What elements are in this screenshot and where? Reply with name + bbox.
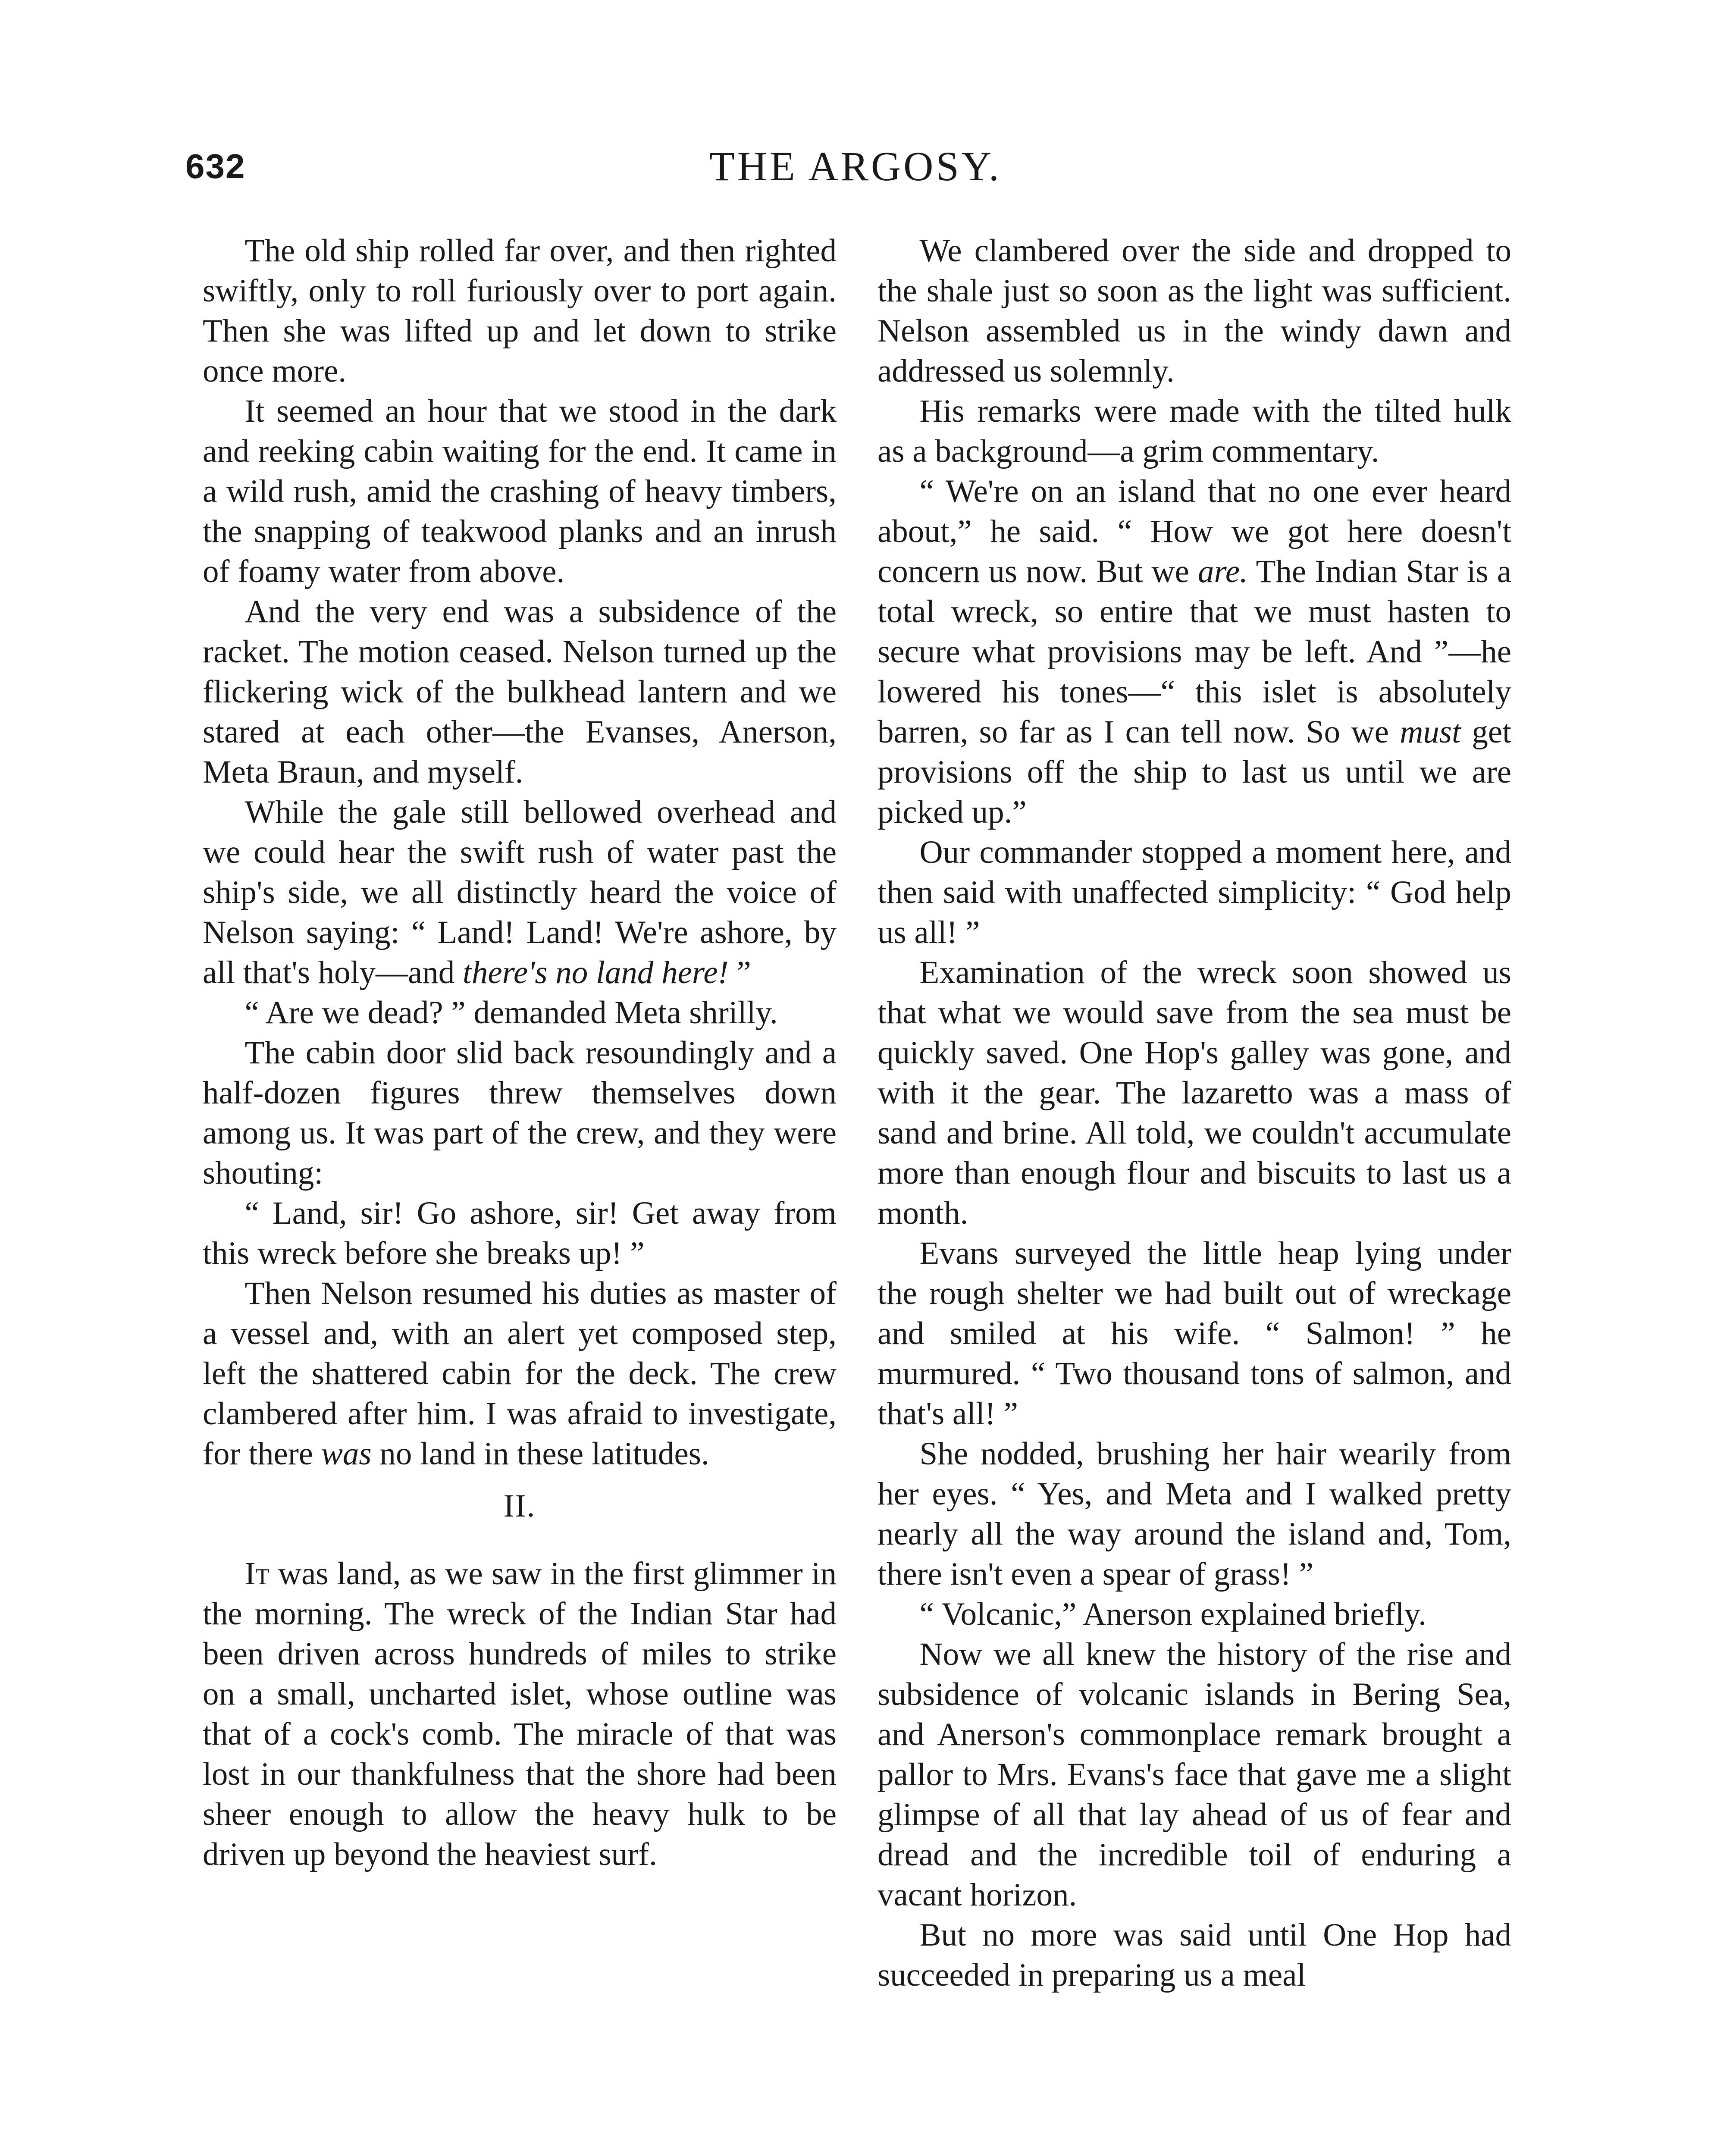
paragraph-text: “ We're on an island that no one ever heard about,” he said. “ How we got here doesn't concern us now. But we (877, 473, 1511, 589)
paragraph: The cabin door slid back resoundingly and a half-dozen figures threw themselves down among us. It was part of the crew, and they were shouting: (203, 1035, 837, 1191)
left-column (203, 231, 837, 1874)
paragraph: The old ship rolled far over, and then righted swiftly, only to roll furiously over to port again. Then she was lifted up and let down to strike once more. (203, 233, 837, 389)
paragraph (203, 1273, 837, 1474)
right-column (877, 231, 1511, 1995)
paragraph (203, 1554, 837, 1874)
paragraph: “ Are we dead? ” demanded Meta shrilly. (244, 995, 778, 1031)
italic-text: must (1400, 714, 1461, 750)
italic-text: there's no land here! (463, 955, 729, 990)
italic-text: are. (1197, 554, 1248, 589)
paragraph-text: The Indian Star is a total wreck, so entire that we must hasten to secure what provisions may be left. And ”—he lowered his tones—“ this islet is absolutely barren, so far as I can tell now. So we (877, 554, 1511, 750)
paragraph: Evans surveyed the little heap lying under the rough shelter we had built out of wreckage and smiled at his wife. “ Salmon! ” he murmured. “ Two thousand tons of salmon, and that's all! ” (877, 1235, 1511, 1432)
page-header (164, 142, 1547, 194)
paragraph: Our commander stopped a moment here, and then said with unaffected simplicity: “ God help us all! ” (877, 834, 1511, 950)
paragraph: We clambered over the side and dropped to the shale just so soon as the light was sufficient. Nelson assembled us in the windy dawn and addressed us solemnly. (877, 233, 1511, 389)
section-heading: II. (503, 1488, 536, 1524)
opening-word: It (244, 1556, 269, 1592)
paragraph (203, 792, 837, 993)
italic-text: was (321, 1436, 372, 1472)
paragraph-text: was land, as we saw in the first glimmer in the morning. The wreck of the Indian Star had been driven across hundreds of miles to strike on a small, uncharted islet, whose outline was that of a cock's comb. The miracle of that was lost in our thankfulness that the shore had been sheer enough to allow the heavy hulk to be driven up beyond the heaviest surf. (203, 1556, 837, 1872)
paragraph-text: ” (728, 955, 751, 990)
paragraph-text: While the gale still bellowed overhead and we could hear the swift rush of water past the ship's side, we all distinctly heard the voice of Nelson saying: “ Land! Land! We're ashore, by all that's holy—and (203, 794, 837, 990)
paragraph (877, 471, 1511, 832)
paragraph-text: get provisions off the ship to last us until we are picked up.” (877, 714, 1511, 830)
running-title: THE ARGOSY. (709, 143, 1002, 189)
paragraph: “ Land, sir! Go ashore, sir! Get away from this wreck before she breaks up! ” (203, 1195, 837, 1271)
paragraph-text: no land in these latitudes. (371, 1436, 709, 1472)
page-number: 632 (185, 147, 246, 185)
paragraph: Examination of the wreck soon showed us that what we would save from the sea must be quickly saved. One Hop's galley was gone, and with it the gear. The lazaretto was a mass of sand and brine. All told, we couldn't accumulate more than enough flour and biscuits to last us a month. (877, 955, 1511, 1231)
paragraph: Now we all knew the history of the rise and subsidence of volcanic islands in Bering Sea, and Anerson's commonplace remark brought a pallor to Mrs. Evans's face that gave me a slight glimpse of all that lay ahead of us of fear and dread and the incredible toil of enduring a vacant horizon. (877, 1636, 1511, 1913)
paragraph: And the very end was a subsidence of the racket. The motion ceased. Nelson turned up the flickering wick of the bulkhead lantern and we stared at each other—the Evanses, Anerson, Meta Braun, and myself. (203, 594, 837, 790)
paragraph: “ Volcanic,” Anerson explained briefly. (919, 1596, 1426, 1632)
paragraph: It seemed an hour that we stood in the dark and reeking cabin waiting for the end. It came in a wild rush, amid the crashing of heavy timbers, the snapping of teakwood planks and an inrush of foamy water from above. (203, 393, 837, 589)
paragraph: His remarks were made with the tilted hulk as a background—a grim commentary. (877, 393, 1511, 469)
paragraph: She nodded, brushing her hair wearily from her eyes. “ Yes, and Meta and I walked pretty nearly all the way around the island and, Tom, there isn't even a spear of grass! ” (877, 1436, 1511, 1592)
paragraph: But no more was said until One Hop had succeeded in preparing us a meal (877, 1917, 1511, 1993)
paragraph-text: Then Nelson resumed his duties as master of a vessel and, with an alert yet composed step, left the shattered cabin for the deck. The crew clambered after him. I was afraid to investigate, for there (203, 1275, 837, 1472)
